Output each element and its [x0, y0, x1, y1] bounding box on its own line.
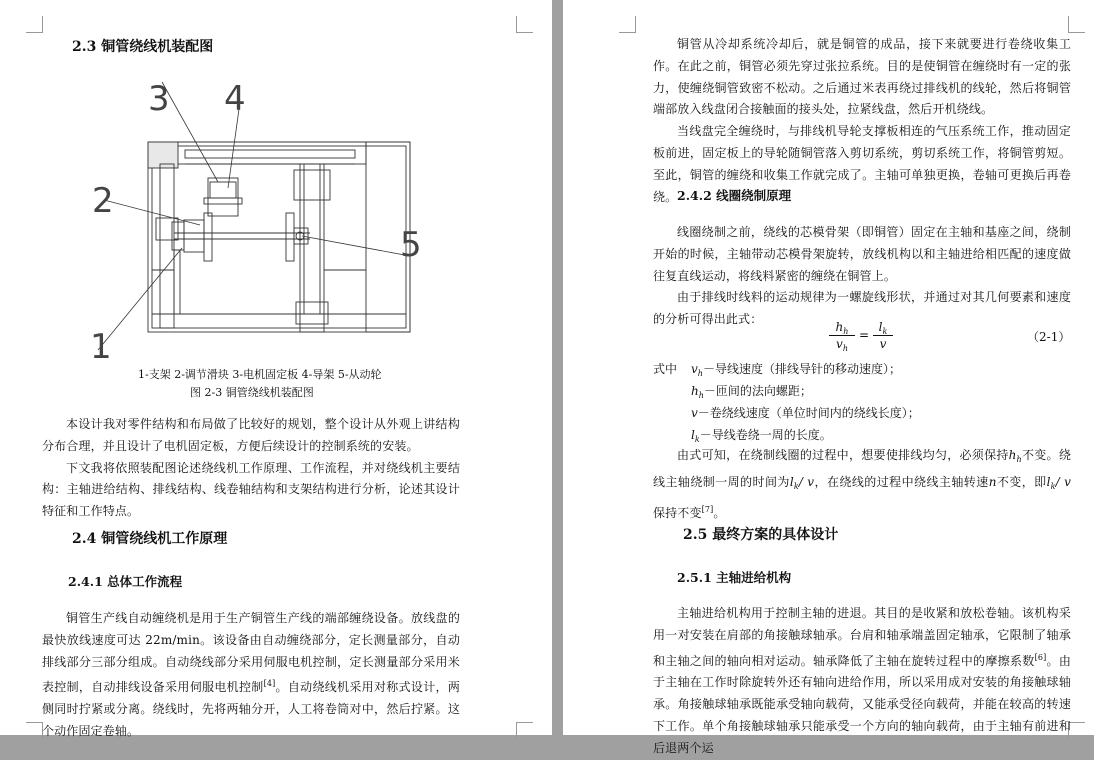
section-heading: 2.3 铜管绕线机装配图 — [72, 39, 214, 55]
crop-mark — [1068, 16, 1085, 33]
paragraph: 铜管生产线自动缠绕机是用于生产铜管生产线的端部缠绕设备。放线盘的最快放线速度可达 22m/min。该设备由自动缠绕部分，定长测量部分，自动排线部分三部分组成。自动绕线部分采用伺服电机控制，定长测量部分采用米表控制，自动排线设备采用伺服电机控制[4]。自动绕线机采用对称式设计，两侧同时拧紧或分离。绕线时，先将两轴分开，人工将卷筒对中，然后拧紧。这个动作固定卷轴。 — [42, 611, 460, 738]
assembly-drawing — [90, 70, 430, 365]
label-2: 2 — [92, 181, 114, 221]
where-label: 式中 — [653, 362, 678, 376]
paragraph: 线圈绕制之前，绕线的芯模骨架（即铜管）固定在主轴和基座之间，绕制开始的时候，主轴带动芯模骨架旋转，放线机构以和主轴进给相匹配的速度做往复直线运动，将线料紧密的缠绕在铜管上。 — [653, 225, 1071, 283]
label-1: 1 — [90, 327, 112, 367]
label-4: 4 — [224, 79, 246, 119]
paragraph: 由于排线时线料的运动规律为一螺旋线形状，并通过对其几何要素和速度的分析可得出此式： — [653, 290, 1071, 327]
crop-mark — [26, 722, 43, 739]
body-text — [653, 603, 1071, 760]
paragraph: 主轴进给机构用于控制主轴的进退。其目的是收紧和放松卷轴。该机构采用一对安装在肩部的角接触球轴承。台肩和轴承端盖固定轴承，它限制了轴承和主轴之间的轴向相对运动。轴承降低了主轴在旋转过程中的摩擦系数[6]。由于主轴在工作时除旋转外还有轴向进给作用，所以采用成对安装的角接触球轴承。角接触球轴承既能承受轴向载荷，又能承受径向载荷，并能在较高的转速下工作。单个角接触球轴承只能承受一个方向的轴向载荷，由于主轴有前进和后退两个运 — [653, 606, 1071, 755]
right-page — [563, 0, 1094, 755]
crop-mark — [516, 722, 533, 739]
definition-line: $h_h-$匝间的法向螺距； — [691, 384, 812, 400]
crop-mark — [516, 16, 533, 33]
equation-number: （2-1） — [1027, 330, 1071, 344]
crop-mark — [619, 16, 636, 33]
body-text — [653, 34, 1071, 208]
subsection-heading: 2.4.1 总体工作流程 — [68, 574, 183, 589]
label-5: 5 — [400, 225, 422, 265]
equation: $h_h$ $v_h$ = $l_k$ v — [829, 320, 909, 354]
crop-mark — [26, 16, 43, 33]
paragraph: 当线盘完全缠绕时，与排线机导轮支撑板相连的气压系统工作，推动固定板前进，固定板上的导轮随铜管落入剪切系统，剪切系统工作，将铜管剪短。至此，铜管的缠绕和收集工作就完成了。主轴可单独更换，卷轴可更换后再卷绕。 — [653, 124, 1071, 204]
paragraph: 铜管从冷却系统冷却后，就是铜管的成品，接下来就要进行卷绕收集工作。在此之前，铜管必须先穿过张拉系统。目的是使铜管在缠绕时有一定的张力，使缠绕铜管致密不松动。之后通过米表再绕过排线机的线轮，然后将铜管端部放入线盘闭合接触面的接头处，拉紧线盘，然后开机绕线。 — [653, 37, 1071, 117]
definition-line: $v_h-$导线速度（排线导针的移动速度）； — [691, 362, 901, 378]
section-heading: 2.5 最终方案的具体设计 — [683, 527, 839, 543]
label-3: 3 — [148, 79, 170, 119]
paragraph: 本设计我对零件结构和布局做了比较好的规划，整个设计从外观上讲结构分布合理，并且设计了电机固定板，方便后续设计的控制系统的安装。 — [42, 417, 460, 453]
paragraph: 下文我将依照装配图论述绕线机工作原理、工作流程，并对绕线机主要结构：主轴进给结构、排线结构、线卷轴结构和支架结构进行分析，论述其设计特征和工作特点。 — [42, 460, 460, 519]
body-text — [653, 222, 1071, 331]
body-text — [42, 608, 460, 743]
body-text — [42, 414, 460, 523]
body-text — [653, 444, 1071, 525]
subsection-heading: 2.5.1 主轴进给机构 — [677, 570, 792, 585]
left-page — [0, 0, 552, 738]
figure-legend: 1-支架 2-调节滑块 3-电机固定板 4-导架 5-从动轮 — [138, 368, 382, 381]
subsection-heading: 2.4.2 线圈绕制原理 — [677, 188, 792, 203]
section-heading: 2.4 铜管绕线机工作原理 — [72, 531, 228, 547]
paragraph: 由式可知，在绕制线圈的过程中，想要使排线均匀，必须保持$h_h$不变。绕线主轴绕制一周的时间为$l_k/$ v，在绕线的过程中绕线主轴转速n不变，即$l_k/$ v保持不变[7]。 — [653, 448, 1072, 520]
definition-line: $l_k-$导线卷绕一周的长度。 — [691, 428, 832, 444]
figure-caption: 图 2-3 铜管绕线机装配图 — [190, 386, 314, 399]
definition-line: v－卷绕线速度（单位时间内的绕线长度）； — [691, 406, 920, 420]
